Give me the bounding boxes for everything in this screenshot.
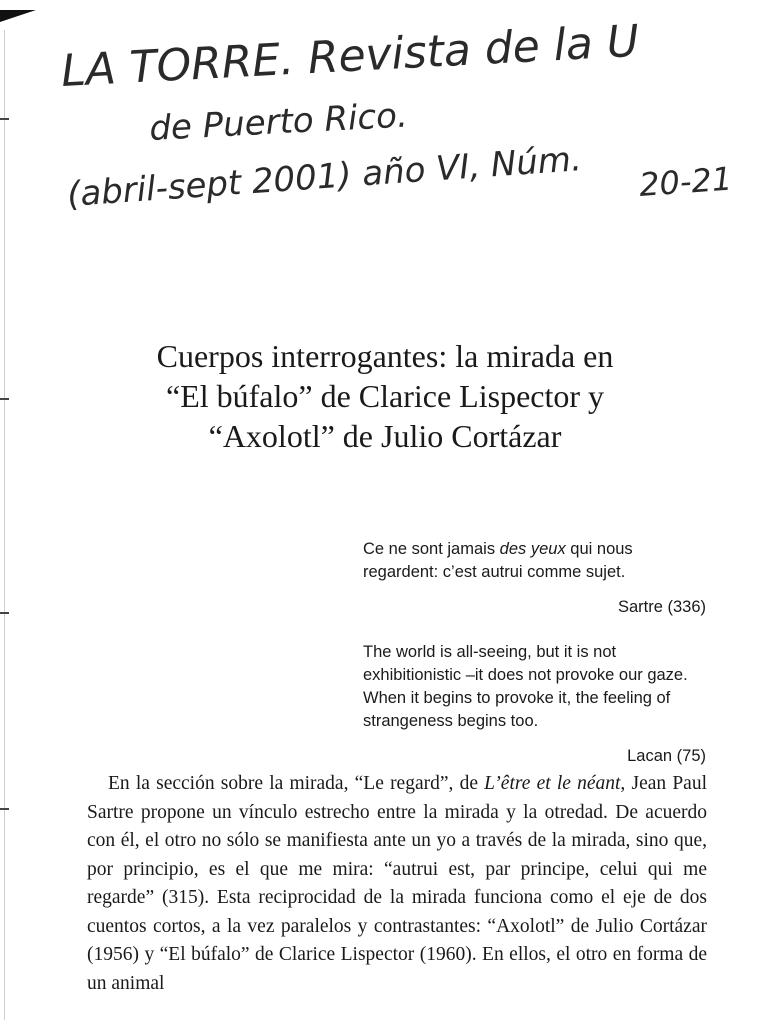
paragraph-text: , Jean Paul Sartre propone un vínculo estrecho entre la mirada y la otredad. De acuerdo con él, el otro no sólo se manifiesta ante un yo a través de la mirada, sino que, por principio, es el que me mira: “autrui est, par principe, celui qui me regarde” (315). Esta reciprocidad de la mirada funciona como el eje de dos cuentos cortos, a la vez paralelos y contrastantes: “Axolotl” de Julio Cortázar (1956) y “El búfalo” de Clarice Lispector (1960). En ellos, el otro en forma de un animal xyxy=(87,773,707,994)
title-line: “Axolotl” de Julio Cortázar xyxy=(208,418,562,454)
annotation-line-1: LA TORRE. Revista de la U xyxy=(59,15,641,97)
scan-edge-tick xyxy=(0,398,9,400)
title-line: “El búfalo” de Clarice Lispector y xyxy=(165,378,605,414)
epigraph-text-start: Ce ne sont jamais xyxy=(363,540,500,558)
epigraph-lacan xyxy=(363,641,706,768)
title-line: Cuerpos interrogantes: la mirada en xyxy=(156,338,614,374)
epigraph-text xyxy=(363,538,706,584)
handwritten-annotation xyxy=(0,0,768,240)
annotation-line-3: (abril-sept 2001) año VI, Núm. xyxy=(65,139,583,215)
paragraph-intro: En la sección sobre la mirada, “Le regard”, de xyxy=(108,773,485,794)
article-title xyxy=(60,336,710,456)
epigraph-attribution: Sartre (336) xyxy=(617,598,706,616)
scan-edge-tick xyxy=(0,808,9,810)
body-paragraph xyxy=(87,770,707,998)
epigraph-sartre xyxy=(363,538,706,619)
scan-edge-tick xyxy=(0,612,9,614)
annotation-line-2: de Puerto Rico. xyxy=(148,95,409,149)
epigraph-text: The world is all-seeing, but it is not exhibitionistic –it does not provoke our gaze. When it begins to provoke it, the feeling of strangeness begins too. xyxy=(363,643,688,730)
epigraph-emphasis: des yeux xyxy=(499,540,566,558)
epigraph-attribution: Lacan (75) xyxy=(627,747,706,765)
cited-work-title: L’être et le néant xyxy=(484,773,621,794)
epigraph-text-end: qui nous regardent: c’est autrui comme sujet. xyxy=(363,540,633,581)
annotation-line-4: 20-21 xyxy=(637,159,734,204)
article-body xyxy=(87,770,707,998)
